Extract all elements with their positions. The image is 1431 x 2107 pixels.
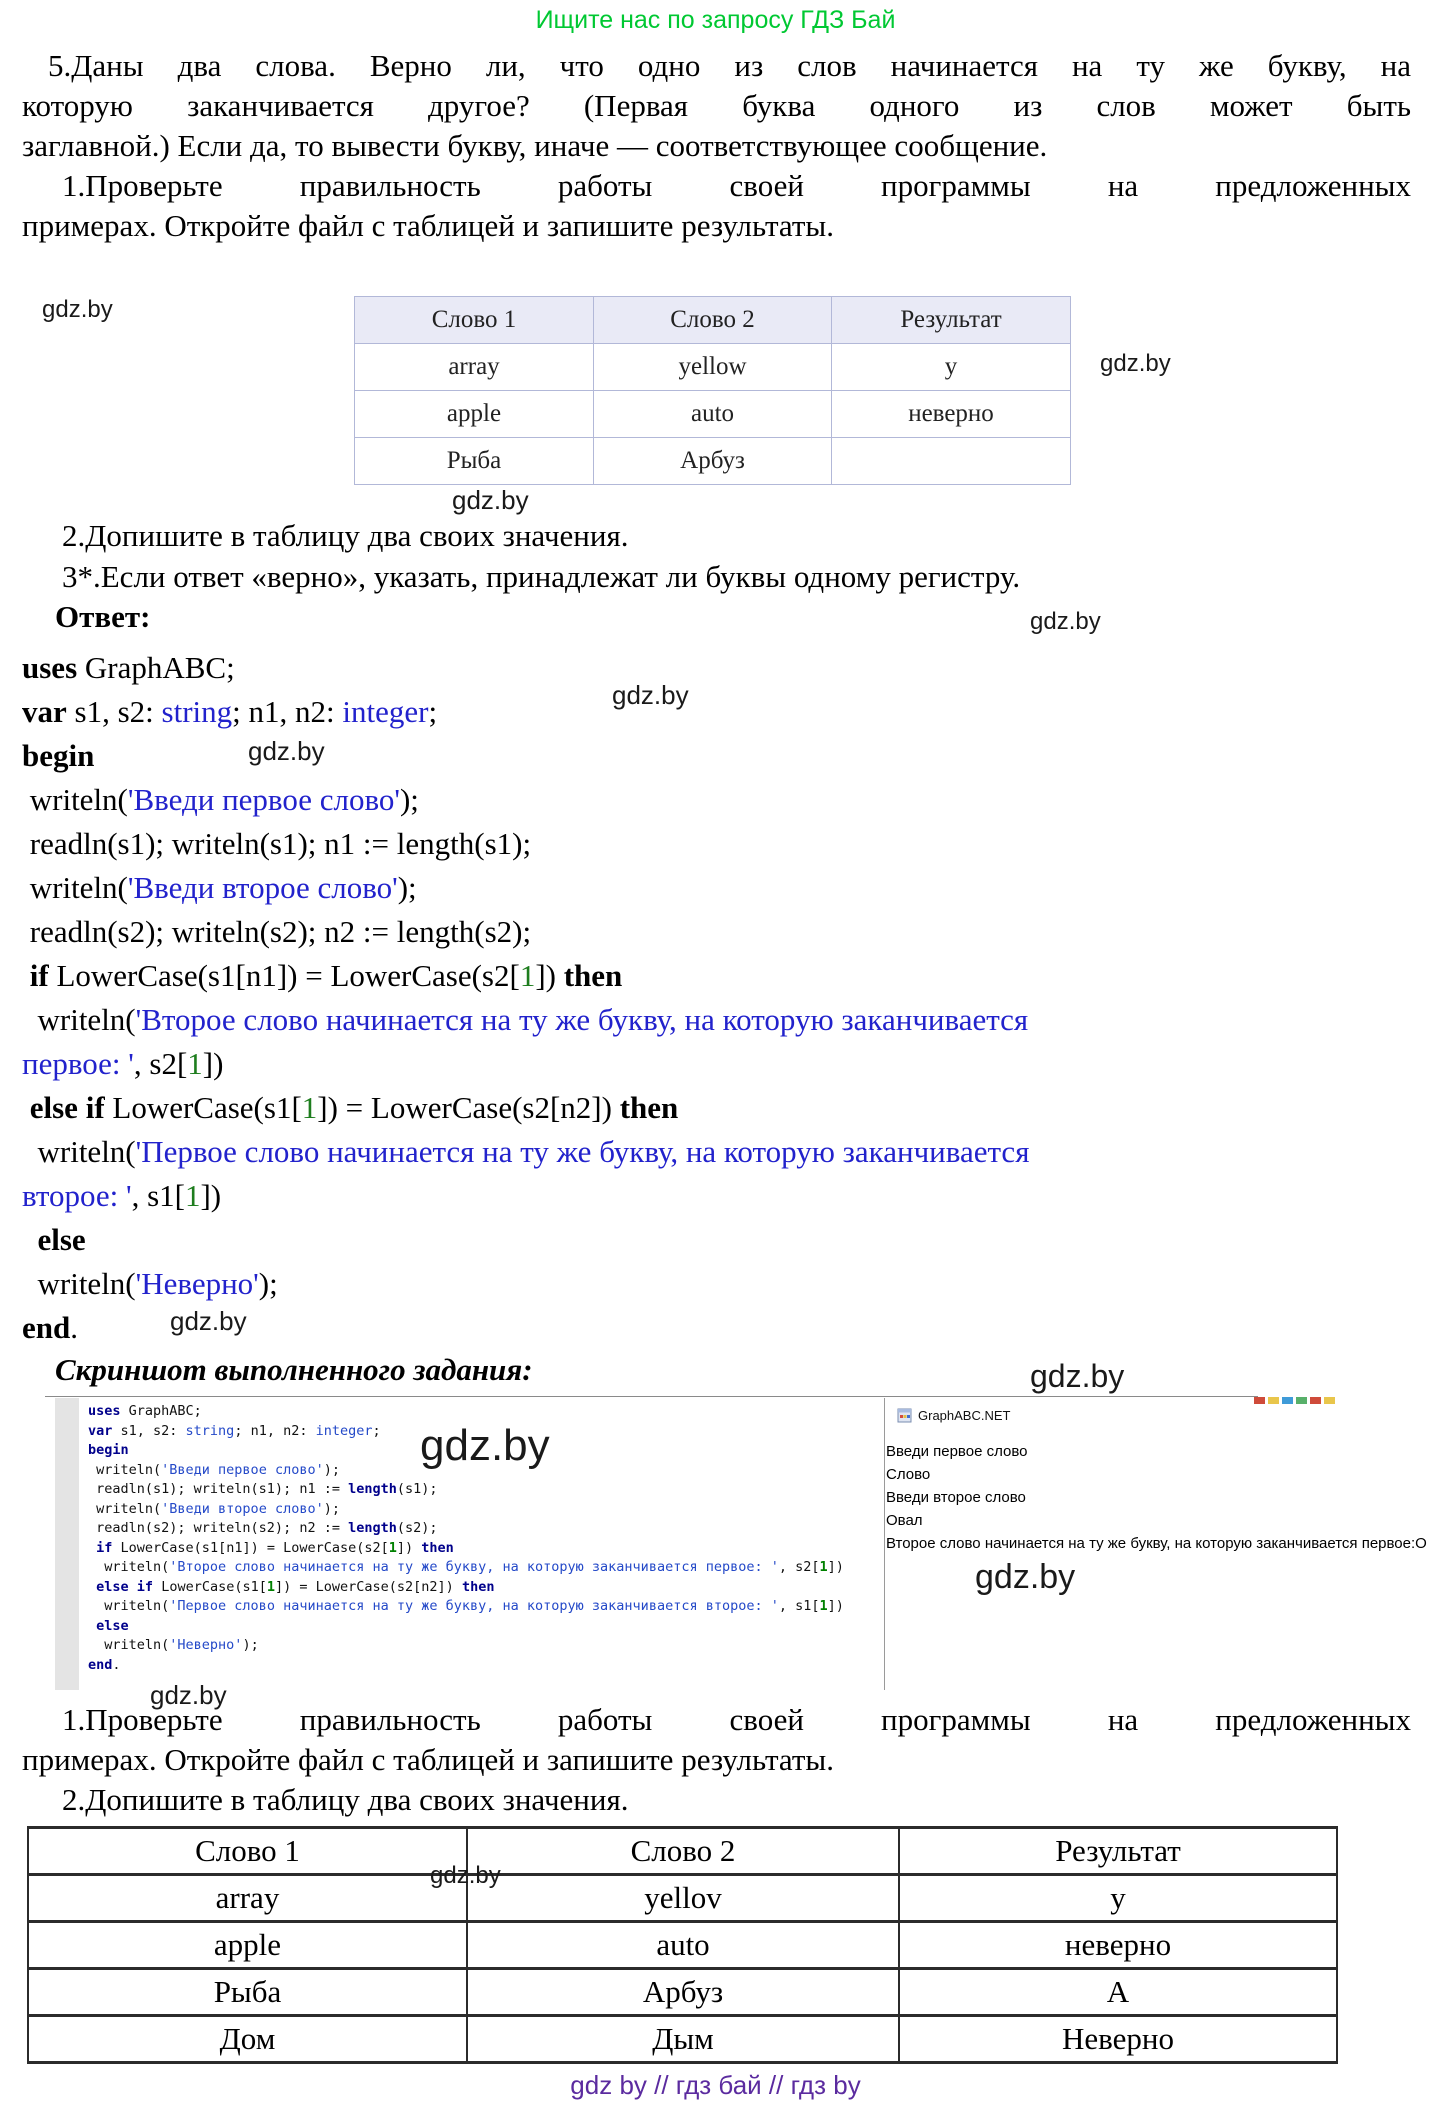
code-line: writeln('Второе слово начинается на ту же букву, на которую заканчивается первое: ', s2[1])	[88, 1559, 844, 1575]
code-line: writeln('Второе слово начинается на ту же букву, на которую заканчивается	[22, 1002, 1029, 1037]
table-cell: y	[899, 1875, 1337, 1922]
code-line: readln(s2); writeln(s2); n2 := length(s2);	[88, 1520, 438, 1536]
code-line: readln(s2); writeln(s2); n2 := length(s2);	[22, 914, 532, 949]
text-line: 1.Проверьте правильность работы своей программы на предложенных	[62, 1702, 1411, 1737]
code-line: writeln('Введи второе слово');	[22, 870, 417, 905]
watermark: gdz.by	[170, 1306, 247, 1336]
watermark: gdz.by	[975, 1558, 1076, 1596]
table-row	[28, 1922, 1337, 1969]
text-line: примерах. Откройте файл с таблицей и запишите результаты.	[22, 208, 834, 243]
table-cell: auto	[467, 1922, 899, 1969]
output-line: Второе слово начинается на ту же букву, на которую заканчивается первое:О	[886, 1535, 1427, 1552]
table-row	[28, 1875, 1337, 1922]
footer-tagline: gdz by // гдз бай // гдз by	[570, 2070, 861, 2100]
table-cell: apple	[355, 391, 594, 438]
code-line: writeln('Первое слово начинается на ту же букву, на которую заканчивается	[22, 1134, 1030, 1169]
table-row	[355, 344, 1071, 391]
watermark: gdz.by	[42, 296, 113, 323]
program-output	[886, 1440, 1427, 1555]
output-line: Введи первое слово	[886, 1443, 1028, 1460]
code-line: writeln('Введи первое слово');	[88, 1461, 340, 1478]
watermark: gdz.by	[430, 1862, 501, 1889]
window-title: GraphABC.NET	[918, 1408, 1011, 1423]
graphabc-window-titlebar	[897, 1408, 1010, 1423]
column-header: Слово 2	[467, 1828, 899, 1875]
watermark: gdz.by	[452, 485, 529, 515]
table-cell: auto	[594, 391, 832, 438]
table-row	[28, 2016, 1337, 2063]
text-line: 1.Проверьте правильность работы своей программы на предложенных	[62, 168, 1411, 203]
editor-gutter	[55, 1398, 79, 1690]
watermark: gdz.by	[1030, 1358, 1125, 1394]
watermark: gdz.by	[1100, 350, 1171, 377]
watermark: gdz.by	[420, 1421, 550, 1470]
ide-screenshot	[0, 1398, 1431, 1690]
text-line: которую заканчивается другое? (Первая буква одного из слов может быть	[22, 88, 1411, 123]
step1-instruction	[22, 166, 1411, 246]
table-cell	[832, 438, 1071, 485]
table-row	[28, 1969, 1337, 2016]
table-cell: Дым	[467, 2016, 899, 2063]
table-cell: apple	[28, 1922, 467, 1969]
table-cell: Рыба	[355, 438, 594, 485]
output-line: Овал	[886, 1512, 923, 1529]
code-line: writeln('Неверно');	[88, 1637, 259, 1653]
table-header-row	[355, 297, 1071, 344]
code-line: end.	[88, 1656, 121, 1673]
code-line: end.	[22, 1310, 78, 1345]
code-line: var s1, s2: string; n1, n2: integer;	[22, 694, 438, 729]
table-cell: array	[355, 344, 594, 391]
watermark: gdz.by	[612, 680, 689, 710]
graphabc-window-icon	[897, 1408, 912, 1423]
column-header: Слово 2	[594, 297, 832, 344]
code-line: readln(s1); writeln(s1); n1 := length(s1);	[22, 826, 532, 861]
column-header: Слово 1	[355, 297, 594, 344]
table-cell: Дом	[28, 2016, 467, 2063]
table-row	[355, 391, 1071, 438]
code-line: writeln('Неверно');	[22, 1266, 278, 1301]
step2-instruction-repeat: 2.Допишите в таблицу два своих значения.	[62, 1782, 629, 1817]
step3-instruction: 3*.Если ответ «верно», указать, принадлежат ли буквы одному регистру.	[62, 559, 1021, 594]
answer-label: Ответ:	[55, 599, 151, 634]
table-cell: Арбуз	[467, 1969, 899, 2016]
text-line: заглавной.) Если да, то вывести букву, иначе — соответствующее сообщение.	[22, 128, 1048, 163]
problem-statement	[22, 46, 1411, 166]
pascal-code	[22, 646, 1422, 1350]
column-header: Результат	[899, 1828, 1337, 1875]
step1-instruction-repeat	[22, 1700, 1411, 1780]
table-cell: y	[832, 344, 1071, 391]
column-header: Слово 1	[28, 1828, 467, 1875]
code-line: первое: ', s2[1])	[22, 1046, 224, 1081]
code-line: var s1, s2: string; n1, n2: integer;	[88, 1422, 381, 1439]
code-line: второе: ', s1[1])	[22, 1178, 222, 1213]
table-cell: array	[28, 1875, 467, 1922]
promo-banner: Ищите нас по запросу ГДЗ Бай	[535, 6, 896, 34]
table-cell: неверно	[899, 1922, 1337, 1969]
screenshot-heading: Скриншот выполненного задания:	[55, 1352, 533, 1387]
output-line: Введи второе слово	[886, 1489, 1026, 1506]
table-cell: Рыба	[28, 1969, 467, 2016]
table-cell: Арбуз	[594, 438, 832, 485]
code-line: if LowerCase(s1[n1]) = LowerCase(s2[1]) then	[96, 1539, 454, 1556]
code-line: uses GraphABC;	[88, 1403, 202, 1419]
table-cell: А	[899, 1969, 1337, 2016]
table-cell: неверно	[832, 391, 1071, 438]
results-table-filled	[27, 1826, 1338, 2064]
code-line: begin	[22, 738, 95, 773]
watermark: gdz.by	[1030, 608, 1101, 635]
table-row	[355, 438, 1071, 485]
table-header-row	[28, 1828, 1337, 1875]
code-line: uses GraphABC;	[22, 650, 235, 685]
text-line: 5.Даны два слова. Верно ли, что одно из слов начинается на ту же букву, на	[48, 48, 1411, 83]
screenshot-top-border	[45, 1396, 1258, 1397]
code-line: else if LowerCase(s1[1]) = LowerCase(s2[n2]) then	[29, 1090, 679, 1125]
results-table	[354, 296, 1071, 485]
code-line: else	[37, 1222, 86, 1257]
screenshot-edge-artifact	[1254, 1391, 1338, 1399]
watermark: gdz.by	[150, 1680, 227, 1710]
code-line: writeln('Введи второе слово');	[88, 1500, 340, 1517]
code-line: if LowerCase(s1[n1]) = LowerCase(s2[1]) then	[29, 958, 623, 993]
editor-window-separator	[884, 1398, 885, 1690]
code-line: begin	[88, 1442, 129, 1458]
text-line: примерах. Откройте файл с таблицей и запишите результаты.	[22, 1742, 834, 1777]
step2-instruction: 2.Допишите в таблицу два своих значения.	[62, 518, 629, 553]
code-line: writeln('Первое слово начинается на ту же букву, на которую заканчивается второе: ', s1[1])	[88, 1598, 844, 1614]
column-header: Результат	[832, 297, 1071, 344]
table-cell: yellov	[467, 1875, 899, 1922]
code-line: else if LowerCase(s1[1]) = LowerCase(s2[n2]) then	[96, 1578, 495, 1595]
table-cell: Неверно	[899, 2016, 1337, 2063]
output-line: Слово	[886, 1466, 931, 1483]
code-line: else	[96, 1617, 129, 1634]
table-cell: yellow	[594, 344, 832, 391]
watermark: gdz.by	[248, 736, 325, 766]
code-line: writeln('Введи первое слово');	[22, 782, 419, 817]
code-line: readln(s1); writeln(s1); n1 := length(s1);	[88, 1481, 438, 1497]
